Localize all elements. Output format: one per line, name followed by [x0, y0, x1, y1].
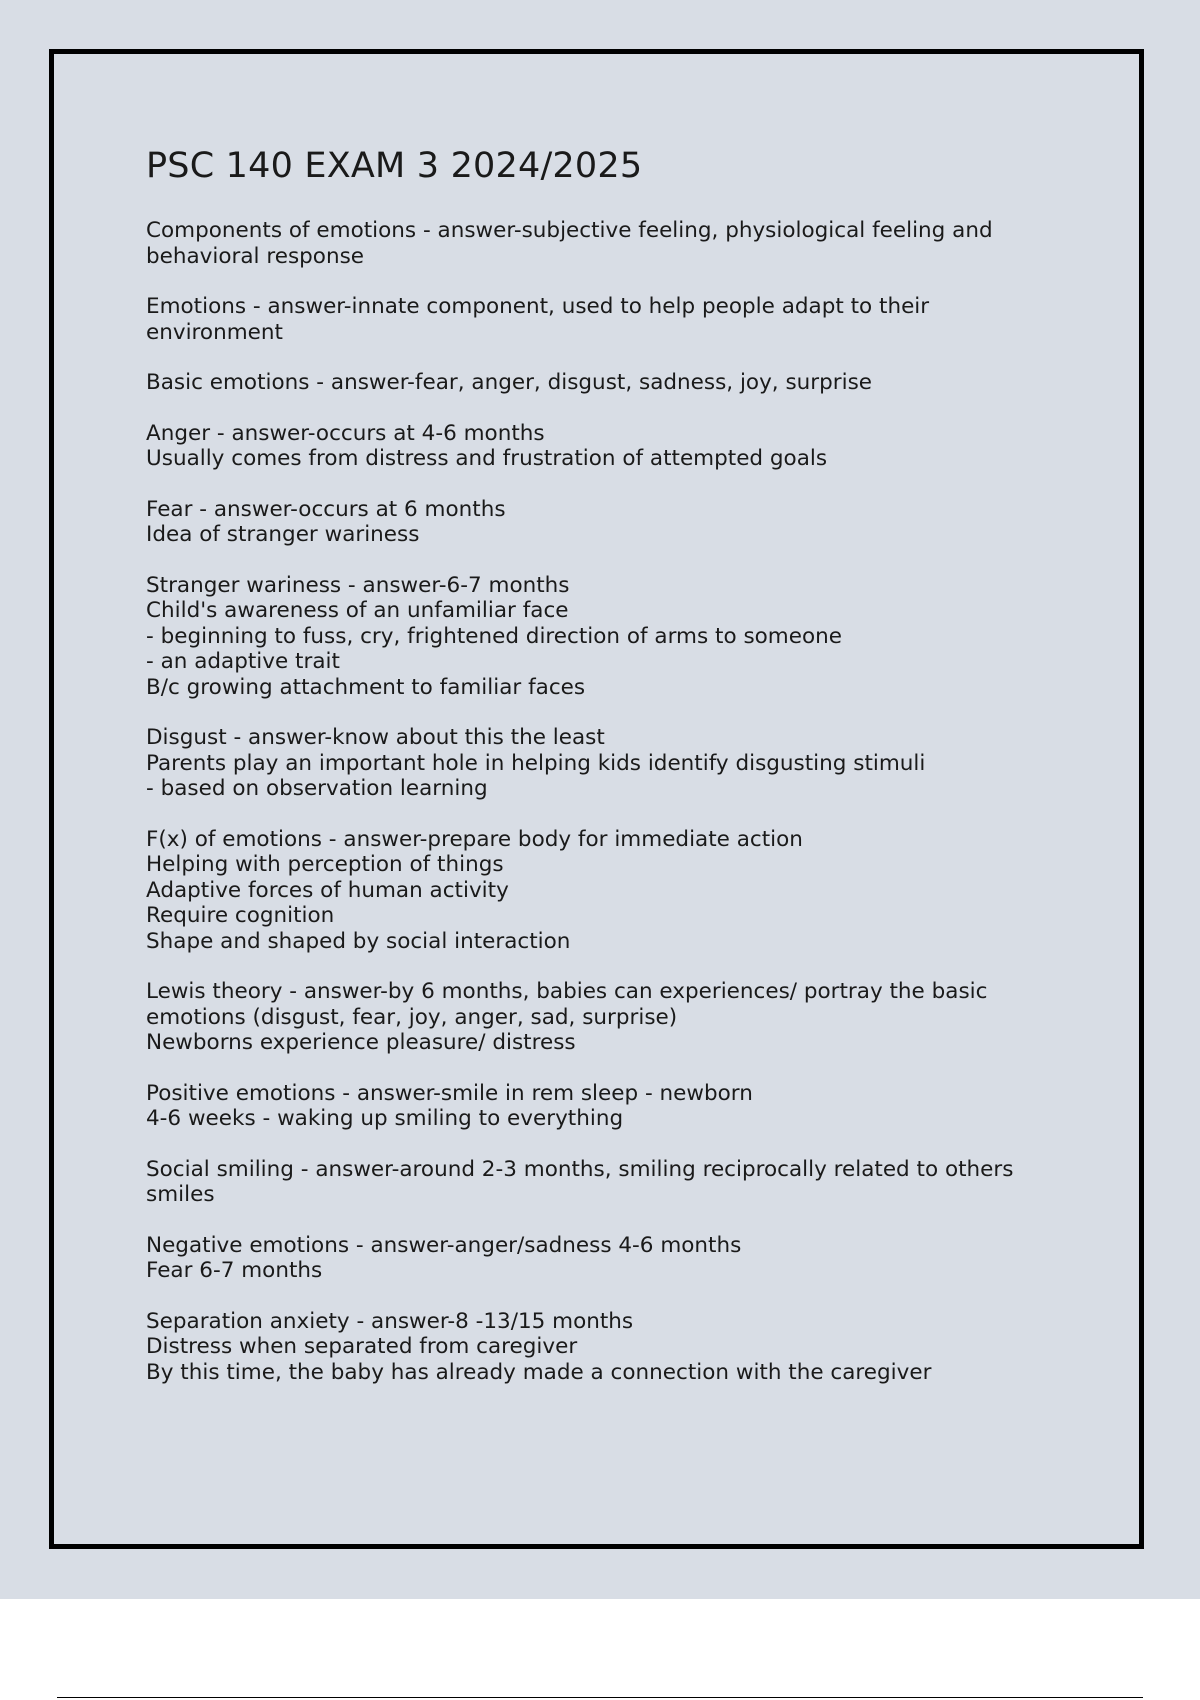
qa-line: Positive emotions - answer-smile in rem sleep - newborn	[146, 1080, 753, 1106]
qa-line: Anger - answer-occurs at 4-6 months	[146, 420, 545, 446]
qa-line: Require cognition	[146, 903, 335, 928]
qa-item	[146, 827, 1066, 955]
qa-line: Basic emotions - answer-fear, anger, disgust, sadness, joy, surprise	[146, 370, 873, 395]
qa-item	[146, 1309, 1066, 1386]
qa-line: Stranger wariness - answer-6-7 months	[146, 572, 570, 598]
qa-line: Adaptive forces of human activity	[146, 877, 509, 903]
qa-line: Social smiling - answer-around 2-3 months, smiling reciprocally related to others	[146, 1156, 1014, 1182]
qa-line: Disgust - answer-know about this the least	[146, 725, 605, 750]
qa-line: Newborns experience pleasure/ distress	[146, 1030, 576, 1055]
qa-item	[146, 370, 1066, 396]
qa-line: F(x) of emotions - answer-prepare body for immediate action	[146, 826, 803, 852]
qa-line: Shape and shaped by social interaction	[146, 928, 571, 954]
qa-line: smiles	[146, 1182, 215, 1207]
qa-item	[146, 573, 1066, 701]
qa-line: Helping with perception of things	[146, 852, 504, 877]
qa-line: Lewis theory - answer-by 6 months, babies can experiences/ portray the basic	[146, 979, 988, 1004]
qa-line: Fear 6-7 months	[146, 1258, 323, 1283]
qa-line: Emotions - answer-innate component, used to help people adapt to their	[146, 294, 930, 319]
qa-item	[146, 1233, 1066, 1284]
qa-line: Distress when separated from caregiver	[146, 1334, 578, 1359]
qa-item	[146, 1157, 1066, 1208]
qa-line: Separation anxiety - answer-8 -13/15 months	[146, 1308, 634, 1334]
qa-line: Components of emotions - answer-subjective feeling, physiological feeling and	[146, 218, 993, 243]
qa-line: B/c growing attachment to familiar faces	[146, 674, 586, 700]
qa-item	[146, 421, 1066, 472]
qa-line: 4-6 weeks - waking up smiling to everything	[146, 1106, 624, 1131]
qa-item	[146, 725, 1066, 802]
qa-item	[146, 979, 1066, 1056]
qa-line: - an adaptive trait	[146, 649, 340, 674]
footer-divider	[57, 1697, 1143, 1698]
qa-line: Parents play an important hole in helping kids identify disgusting stimuli	[146, 750, 926, 776]
qa-item	[146, 497, 1066, 548]
document-title: PSC 140 EXAM 3 2024/2025	[146, 146, 643, 186]
qa-line: environment	[146, 319, 283, 345]
qa-line: - based on observation learning	[146, 776, 488, 801]
qa-line: - beginning to fuss, cry, frightened direction of arms to someone	[146, 623, 842, 649]
qa-line: Fear - answer-occurs at 6 months	[146, 496, 506, 522]
qa-line: emotions (disgust, fear, joy, anger, sad, surprise)	[146, 1004, 678, 1030]
qa-line: Negative emotions - answer-anger/sadness 4-6 months	[146, 1232, 742, 1258]
qa-item	[146, 1081, 1066, 1132]
qa-line: By this time, the baby has already made a connection with the caregiver	[146, 1359, 932, 1385]
qa-line: Usually comes from distress and frustration of attempted goals	[146, 446, 828, 471]
qa-item	[146, 294, 1066, 345]
qa-item	[146, 218, 1066, 269]
qa-line: behavioral response	[146, 243, 365, 269]
qa-line: Child's awareness of an unfamiliar face	[146, 598, 569, 623]
qa-line: Idea of stranger wariness	[146, 522, 420, 547]
document-content	[146, 142, 1066, 1410]
